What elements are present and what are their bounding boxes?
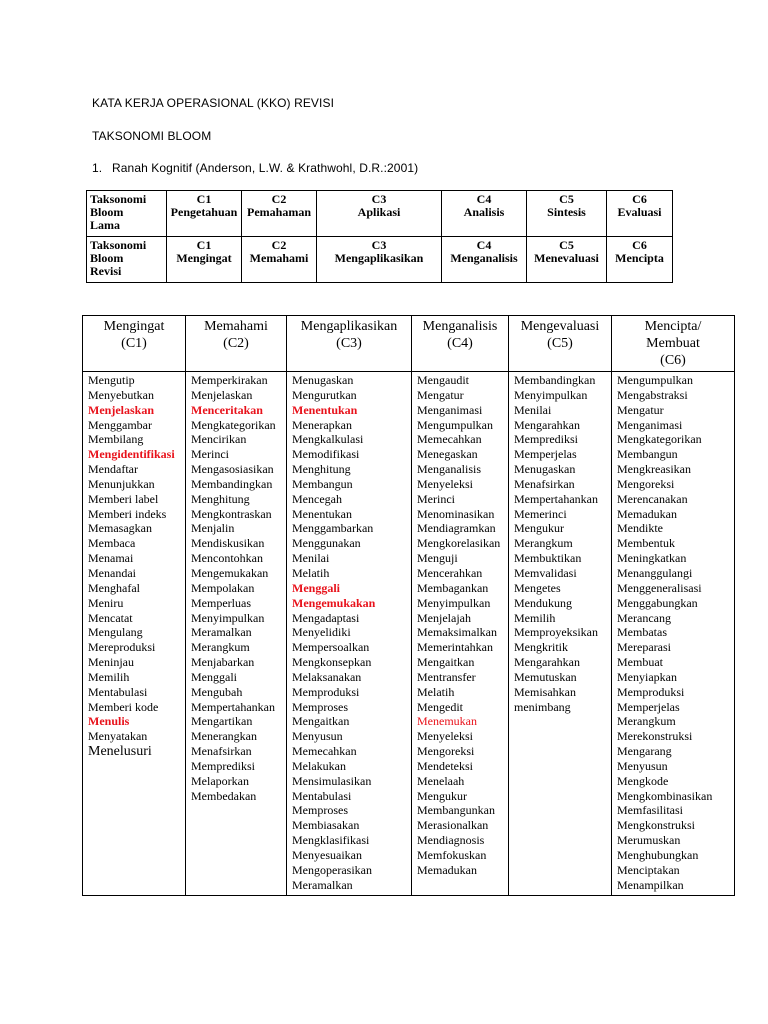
verb-item: Membangunkan (417, 803, 495, 818)
cell-code: C2 (271, 192, 287, 206)
label-old-taxonomy (87, 191, 167, 237)
verb-item: Mengaitkan (292, 714, 350, 729)
verb-item: Menafsirkan (514, 476, 575, 491)
verb-item: Memfokuskan (417, 848, 487, 862)
section-number: 1. (92, 161, 103, 175)
verb-item: Meramalkan (292, 877, 353, 892)
verb-item: Menerangkan (191, 729, 257, 744)
verb-item: Memproyeksikan (514, 625, 598, 640)
verb-item: Mengoreksi (617, 476, 675, 491)
verb-item: Memecahkan (417, 432, 482, 447)
verb-item: Menyiapkan (617, 669, 677, 684)
verb-item: Mengatur (617, 402, 664, 417)
header-line: Memahami (204, 319, 268, 334)
verb-item: Menggeneralisasi (617, 580, 702, 595)
verb-item: Menugaskan (514, 462, 576, 477)
verb-item: Menyimpulkan (514, 387, 588, 402)
verb-item: Menyeleksi (417, 476, 473, 491)
verb-item: Membedakan (191, 788, 257, 803)
verb-item: Menanggulangi (617, 565, 693, 580)
verb-item: Menilai (292, 551, 330, 566)
verb-item: Mengoperasikan (292, 862, 372, 877)
section-heading (92, 161, 418, 175)
label-revised-taxonomy (87, 237, 167, 283)
cell-code: C1 (196, 238, 212, 252)
cell-new-c3 (317, 237, 442, 283)
verb-item: Menggambarkan (292, 521, 374, 536)
verb-item: Menganalisis (417, 462, 481, 477)
verb-item: Menjelaskan (191, 387, 253, 402)
verb-item: Membatas (617, 625, 667, 640)
verb-item: Meninjau (88, 655, 134, 670)
verb-item: Menafsirkan (191, 744, 252, 759)
label-line: Bloom (90, 251, 124, 265)
verb-item: Meningkatkan (617, 551, 687, 566)
document-title: KATA KERJA OPERASIONAL (KKO) REVISI (92, 96, 335, 110)
header-line: (C6) (660, 353, 686, 368)
verb-item: Membiasakan (292, 818, 360, 833)
label-line: Bloom (90, 205, 124, 219)
taxonomy-comparison-table (86, 190, 673, 283)
verb-item: Membuat (617, 655, 663, 670)
verb-item: Menyusun (617, 758, 668, 773)
verb-item: Mengarang (617, 744, 672, 759)
cell-code: C5 (559, 238, 574, 252)
verb-item: Merencanakan (617, 491, 688, 506)
verb-item: Mengkreasikan (617, 462, 691, 477)
verb-item: Menelusuri (88, 744, 152, 760)
cell-term: Mencipta (615, 251, 664, 265)
verb-item: Mentabulasi (88, 684, 148, 699)
section-text: Ranah Kognitif (Anderson, L.W. & Krathwohl, D.R.:2001) (112, 161, 419, 175)
verb-item: Memisahkan (514, 684, 576, 699)
cell-code: C1 (196, 192, 212, 206)
header-line: (C5) (547, 336, 573, 351)
verb-item: menimbang (514, 699, 571, 714)
cell-new-c4 (442, 237, 527, 283)
label-line: Lama (90, 218, 120, 232)
verb-item: Memproses (292, 803, 348, 818)
verb-item: Menugaskan (292, 373, 354, 387)
kko-header-row (83, 316, 735, 372)
verb-item: Mempertahankan (191, 699, 275, 714)
cell-new-c5 (527, 237, 607, 283)
verb-item: Memperjelas (514, 447, 577, 462)
verb-item: Merumuskan (617, 833, 681, 848)
verb-item: Mengkombinasikan (617, 788, 713, 803)
cell-term: Aplikasi (357, 205, 401, 219)
cell-new-c2 (242, 237, 317, 283)
cell-code: C4 (476, 192, 492, 206)
verb-item: Menelaah (417, 773, 465, 788)
verb-item: Mendikte (617, 521, 663, 536)
header-line: (C3) (336, 336, 362, 351)
verb-item: Menyimpulkan (191, 610, 265, 625)
verb-item: Menjelaskan (88, 402, 154, 417)
verb-item: Mempolakan (191, 580, 255, 595)
cell-old-c6 (607, 191, 673, 237)
verb-item: Memilih (88, 669, 130, 684)
verb-item: Mendiskusikan (191, 536, 265, 551)
verb-item: Membangun (292, 476, 353, 491)
header-line: (C2) (223, 336, 249, 351)
verb-item: Memberi indeks (88, 506, 167, 521)
verb-item: Mengaudit (417, 373, 469, 387)
verb-item: Menganimasi (417, 402, 483, 417)
verb-item: Menerapkan (292, 417, 352, 432)
verb-item: Merinci (191, 447, 229, 462)
header-c4 (412, 316, 509, 372)
verb-item: Menghitung (292, 462, 351, 477)
verb-item: Memproses (292, 699, 348, 714)
verb-item: Mengedit (417, 699, 463, 714)
verb-item: Memutuskan (514, 669, 577, 684)
cell-code: C5 (559, 192, 574, 206)
verbs-c2 (186, 372, 287, 896)
header-line: Mencipta/ (644, 319, 702, 334)
header-line: Mengevaluasi (520, 319, 600, 334)
verb-item: Meniru (88, 595, 124, 610)
verb-item: Memperkirakan (191, 373, 268, 387)
verb-item: Mengasosiasikan (191, 462, 274, 477)
verb-item: Merasionalkan (417, 818, 489, 833)
verb-item: Memilih (514, 610, 556, 625)
verb-item: Mencegah (292, 491, 342, 506)
cell-term: Analisis (463, 205, 505, 219)
verb-item: Mengemukakan (292, 595, 376, 610)
cell-code: C3 (371, 192, 387, 206)
document-subtitle: TAKSONOMI BLOOM (92, 129, 212, 143)
cell-old-c2 (242, 191, 317, 237)
verb-item: Mengklasifikasi (292, 833, 370, 848)
verb-item: Merekonstruksi (617, 729, 693, 744)
verb-item: Merangkum (617, 714, 676, 729)
verb-item: Mentabulasi (292, 788, 352, 803)
verb-item: Mengkonsepkan (292, 655, 372, 670)
cell-term: Evaluasi (617, 205, 662, 219)
header-line: Menganalisis (422, 319, 498, 334)
header-line: (C1) (121, 336, 147, 351)
cell-term: Memahami (249, 251, 309, 265)
verb-item: Memperjelas (617, 699, 680, 714)
verb-item: Mengukur (417, 788, 467, 803)
verb-item: Mengaitkan (417, 655, 475, 670)
cell-code: C6 (632, 192, 647, 206)
verb-item: Mengurutkan (292, 387, 357, 402)
verb-item: Mengukur (514, 521, 564, 536)
header-line: Membuat (646, 336, 700, 351)
verb-item: Mengkalkulasi (292, 432, 364, 447)
verb-item: Mengumpulkan (617, 373, 693, 387)
verb-item: Mengartikan (191, 714, 253, 729)
cell-old-c3 (317, 191, 442, 237)
verbs-c1 (83, 372, 186, 896)
verb-item: Mengidentifikasi (88, 447, 175, 462)
verb-item: Mencerahkan (417, 565, 483, 580)
verb-item: Membuktikan (514, 551, 582, 566)
verb-item: Melaporkan (191, 773, 249, 788)
verb-item: Mereparasi (617, 640, 671, 655)
verb-item: Memfasilitasi (617, 803, 683, 818)
verb-item: Mengkorelasikan (417, 536, 501, 551)
verb-item: Menghubungkan (617, 848, 699, 862)
verb-item: Mengarahkan (514, 417, 580, 432)
header-line: (C4) (447, 336, 473, 351)
verb-item: Melatih (417, 684, 455, 699)
cell-code: C4 (476, 238, 492, 252)
header-line: Mengaplikasikan (300, 319, 398, 334)
verb-item: Menulis (88, 714, 130, 729)
verb-item: Mengarahkan (514, 655, 580, 670)
verb-item: Mengoreksi (417, 744, 475, 759)
verb-item: Menyelidiki (292, 625, 351, 640)
cell-old-c4 (442, 191, 527, 237)
verb-item: Menggabungkan (617, 595, 698, 610)
verb-item: Memvalidasi (514, 565, 577, 580)
verb-item: Menggali (292, 580, 340, 595)
verbs-c3 (287, 372, 412, 896)
header-line: Mengingat (103, 319, 165, 334)
cell-term: Sintesis (547, 205, 586, 219)
header-c3 (287, 316, 412, 372)
cell-code: C3 (371, 238, 387, 252)
header-c1 (83, 316, 186, 372)
label-line: Revisi (90, 264, 122, 278)
cell-term: Pengetahuan (170, 205, 238, 219)
verb-item: Mereproduksi (88, 640, 156, 655)
cell-code: C6 (632, 238, 647, 252)
verb-item: Menceritakan (191, 402, 263, 417)
verb-item: Memprediksi (514, 432, 578, 447)
verb-item: Merangkum (191, 640, 250, 655)
verb-item: Mendukung (514, 595, 572, 610)
verb-item: Menyebutkan (88, 387, 154, 402)
verbs-c5 (509, 372, 612, 896)
verb-item: Menemukan (417, 714, 477, 729)
verb-item: Mengetes (514, 580, 561, 595)
cell-new-c6 (607, 237, 673, 283)
verb-item: Memadukan (417, 862, 477, 877)
verb-item: Menampilkan (617, 877, 684, 892)
verb-item: Memaksimalkan (417, 625, 497, 640)
verb-item: Mendeteksi (417, 758, 473, 773)
kko-verb-table (82, 315, 735, 896)
verb-item: Menegaskan (417, 447, 478, 462)
verb-item: Membagankan (417, 580, 489, 595)
verb-item: Menyesuaikan (292, 848, 362, 862)
verb-item: Mengabstraksi (617, 387, 688, 402)
verb-item: Merinci (417, 491, 455, 506)
verb-item: Memberi label (88, 491, 159, 506)
verb-item: Membaca (88, 536, 136, 551)
cell-term: Mengingat (176, 251, 232, 265)
verb-item: Mempertahankan (514, 491, 598, 506)
verb-item: Memodifikasi (292, 447, 360, 462)
verb-item: Meramalkan (191, 625, 252, 640)
verb-item: Menggambar (88, 417, 152, 432)
verb-item: Mendaftar (88, 462, 138, 477)
verb-item: Mengadaptasi (292, 610, 360, 625)
verbs-c4 (412, 372, 509, 896)
verb-item: Memadukan (617, 506, 677, 521)
cell-term: Menganalisis (450, 251, 518, 265)
verb-item: Menyatakan (88, 729, 148, 744)
verb-item: Mendiagramkan (417, 521, 496, 536)
verb-item: Melatih (292, 565, 330, 580)
verb-item: Menjalin (191, 521, 235, 536)
verb-item: Mendiagnosis (417, 833, 485, 848)
verbs-c6 (612, 372, 735, 896)
verb-item: Mengumpulkan (417, 417, 493, 432)
verb-item: Memproduksi (292, 684, 360, 699)
verb-item: Memerinci (514, 506, 567, 521)
row-old-taxonomy (87, 191, 673, 237)
verb-item: Melakukan (292, 758, 346, 773)
verb-item: Mengkontraskan (191, 506, 272, 521)
verb-item: Mencontohkan (191, 551, 263, 566)
cell-old-c1 (167, 191, 242, 237)
verb-item: Mengkritik (514, 640, 568, 655)
verb-item: Menandai (88, 565, 136, 580)
label-line: Taksonomi (90, 192, 147, 206)
verb-item: Membilang (88, 432, 144, 447)
cell-old-c5 (527, 191, 607, 237)
verb-item: Mentransfer (417, 669, 476, 684)
cell-term: Mengaplikasikan (334, 251, 424, 265)
label-line: Taksonomi (90, 238, 147, 252)
verb-item: Mengutip (88, 373, 135, 387)
verb-item: Mencatat (88, 610, 133, 625)
verb-item: Melaksanakan (292, 669, 362, 684)
verb-item: Menggali (191, 669, 237, 684)
verb-item: Merangkum (514, 536, 573, 551)
header-c5 (509, 316, 612, 372)
verb-item: Memproduksi (617, 684, 685, 699)
verb-item: Menyusun (292, 729, 343, 744)
verb-item: Menghafal (88, 580, 140, 595)
verb-item: Menjelajah (417, 610, 471, 625)
verb-item: Memberi kode (88, 699, 159, 714)
header-c2 (186, 316, 287, 372)
verb-item: Mengkategorikan (191, 417, 276, 432)
verb-item: Mengatur (417, 387, 464, 402)
cell-term: Menevaluasi (534, 251, 599, 265)
verb-item: Membandingkan (514, 373, 596, 387)
verb-item: Mengkonstruksi (617, 818, 695, 833)
verb-item: Mengubah (191, 684, 243, 699)
verb-item: Mempersoalkan (292, 640, 370, 655)
kko-body-row (83, 372, 735, 896)
verb-item: Menyeleksi (417, 729, 473, 744)
cell-term: Pemahaman (247, 205, 311, 219)
verb-item: Menyimpulkan (417, 595, 491, 610)
verb-item: Menggunakan (292, 536, 361, 551)
verb-item: Merancang (617, 610, 671, 625)
verb-item: Mengkode (617, 773, 669, 788)
verb-item: Mengulang (88, 625, 143, 640)
verb-item: Menominasikan (417, 506, 495, 521)
verb-item: Membangun (617, 447, 678, 462)
verb-item: Mensimulasikan (292, 773, 372, 788)
cell-new-c1 (167, 237, 242, 283)
verb-item: Mengemukakan (191, 565, 269, 580)
verb-item: Menamai (88, 551, 134, 566)
verb-item: Menentukan (292, 402, 358, 417)
verb-item: Memasagkan (88, 521, 152, 536)
verb-item: Menciptakan (617, 862, 680, 877)
verb-item: Memperluas (191, 595, 251, 610)
verb-item: Membandingkan (191, 476, 273, 491)
verb-item: Menguji (417, 551, 458, 566)
verb-item: Menunjukkan (88, 476, 155, 491)
verb-item: Mencirikan (191, 432, 247, 447)
verb-item: Menghitung (191, 491, 250, 506)
row-revised-taxonomy (87, 237, 673, 283)
verb-item: Memprediksi (191, 758, 255, 773)
header-c6 (612, 316, 735, 372)
verb-item: Memecahkan (292, 744, 357, 759)
verb-item: Menjabarkan (191, 655, 255, 670)
verb-item: Menganimasi (617, 417, 683, 432)
verb-item: Menilai (514, 402, 552, 417)
cell-code: C2 (271, 238, 287, 252)
verb-item: Mengkategorikan (617, 432, 702, 447)
verb-item: Memerintahkan (417, 640, 493, 655)
verb-item: Membentuk (617, 536, 675, 551)
verb-item: Menentukan (292, 506, 352, 521)
